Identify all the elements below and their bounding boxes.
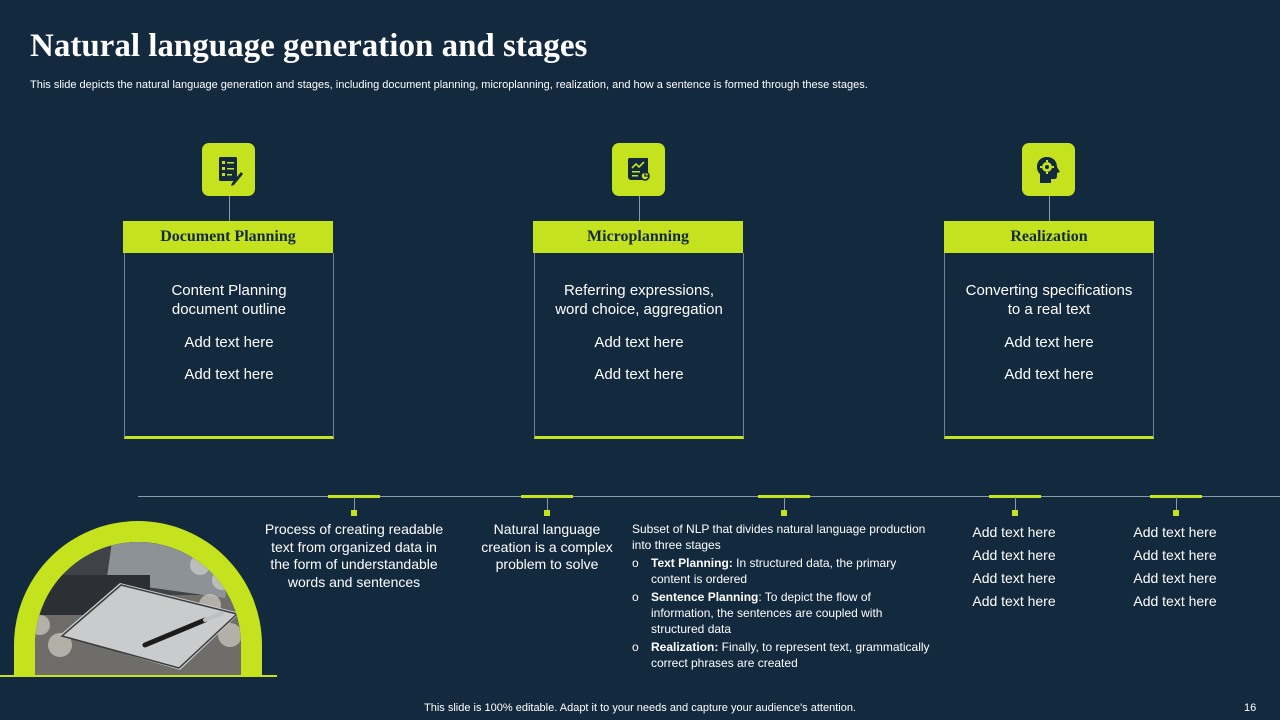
bullet-circle-icon: o: [632, 640, 639, 654]
stage-placeholder-text: Add text here: [594, 366, 684, 383]
timeline-stem: [1015, 497, 1016, 511]
list-item: [632, 639, 932, 671]
placeholder-text: Add text here: [1133, 593, 1217, 609]
timeline-dot: [1012, 510, 1018, 516]
stage-description: Converting specifications to a real text: [965, 282, 1133, 318]
timeline-add-text-column: [954, 521, 1074, 613]
accent-underline: [0, 675, 277, 677]
list-item-term: Text Planning:: [651, 556, 733, 570]
stage-description: Content Planning document outline: [171, 282, 287, 318]
connector-line: [229, 196, 230, 221]
timeline-dot: [544, 510, 550, 516]
stage-title-document-planning: Document Planning: [123, 221, 333, 253]
stage-title-realization: Realization: [944, 221, 1154, 253]
nlp-stage-list: [632, 555, 932, 671]
laptop-tablet-photo: [0, 505, 280, 675]
placeholder-text: Add text here: [1133, 570, 1217, 586]
stage-card-realization: [944, 253, 1154, 439]
head-gear-icon: [1022, 143, 1075, 196]
nlp-stages-block: [632, 521, 932, 673]
connector-line: [1049, 196, 1050, 221]
stage-card-document-planning: [124, 253, 334, 439]
slide-footer: This slide is 100% editable. Adapt it to your needs and capture your audience's attention.: [424, 702, 856, 714]
timeline-stem: [547, 497, 548, 511]
page-number: 16: [1244, 702, 1257, 714]
timeline-text-complex-problem: Natural language creation is a complex problem to solve: [481, 521, 613, 572]
placeholder-text: Add text here: [972, 570, 1056, 586]
list-item-term: Sentence Planning: [651, 590, 759, 604]
stage-placeholder-text: Add text here: [1004, 366, 1094, 383]
slide-subtitle: This slide depicts the natural language generation and stages, including document planning, microplanning, realization, and how a sentence is formed through these stages.: [30, 79, 868, 91]
timeline-stem: [784, 497, 785, 511]
placeholder-text: Add text here: [972, 593, 1056, 609]
nlp-intro: Subset of NLP that divides natural language production into three stages: [632, 522, 926, 552]
timeline-stem: [354, 497, 355, 511]
connector-line: [639, 196, 640, 221]
stage-title-microplanning: Microplanning: [533, 221, 743, 253]
scroll-chart-icon: [612, 143, 665, 196]
placeholder-text: Add text here: [1133, 524, 1217, 540]
stage-placeholder-text: Add text here: [1004, 334, 1094, 351]
timeline-text-process: Process of creating readable text from organized data in the form of understandable words and sentences: [264, 521, 444, 590]
placeholder-text: Add text here: [972, 547, 1056, 563]
stage-placeholder-text: Add text here: [594, 334, 684, 351]
timeline-dot: [781, 510, 787, 516]
list-item-desc: : To depict the flow of information, the sentences are coupled with structured data: [651, 590, 883, 636]
stage-description: Referring expressions, word choice, aggregation: [555, 282, 723, 318]
timeline-stem: [1176, 497, 1177, 511]
list-item-term: Realization:: [651, 640, 719, 654]
timeline-dot: [1173, 510, 1179, 516]
stage-placeholder-text: Add text here: [184, 334, 274, 351]
list-item: [632, 555, 932, 587]
slide-title: Natural language generation and stages: [30, 28, 588, 64]
stage-card-microplanning: [534, 253, 744, 439]
timeline-add-text-column: [1115, 521, 1235, 613]
document-checklist-icon: [202, 143, 255, 196]
list-item: [632, 589, 932, 637]
list-item-desc: Finally, to represent text, grammatically correct phrases are created: [651, 640, 930, 670]
bullet-circle-icon: o: [632, 590, 639, 604]
placeholder-text: Add text here: [1133, 547, 1217, 563]
timeline-dot: [351, 510, 357, 516]
stage-placeholder-text: Add text here: [184, 366, 274, 383]
timeline-line: [138, 496, 1280, 497]
placeholder-text: Add text here: [972, 524, 1056, 540]
list-item-desc: In structured data, the primary content is ordered: [651, 556, 897, 586]
bullet-circle-icon: o: [632, 556, 639, 570]
